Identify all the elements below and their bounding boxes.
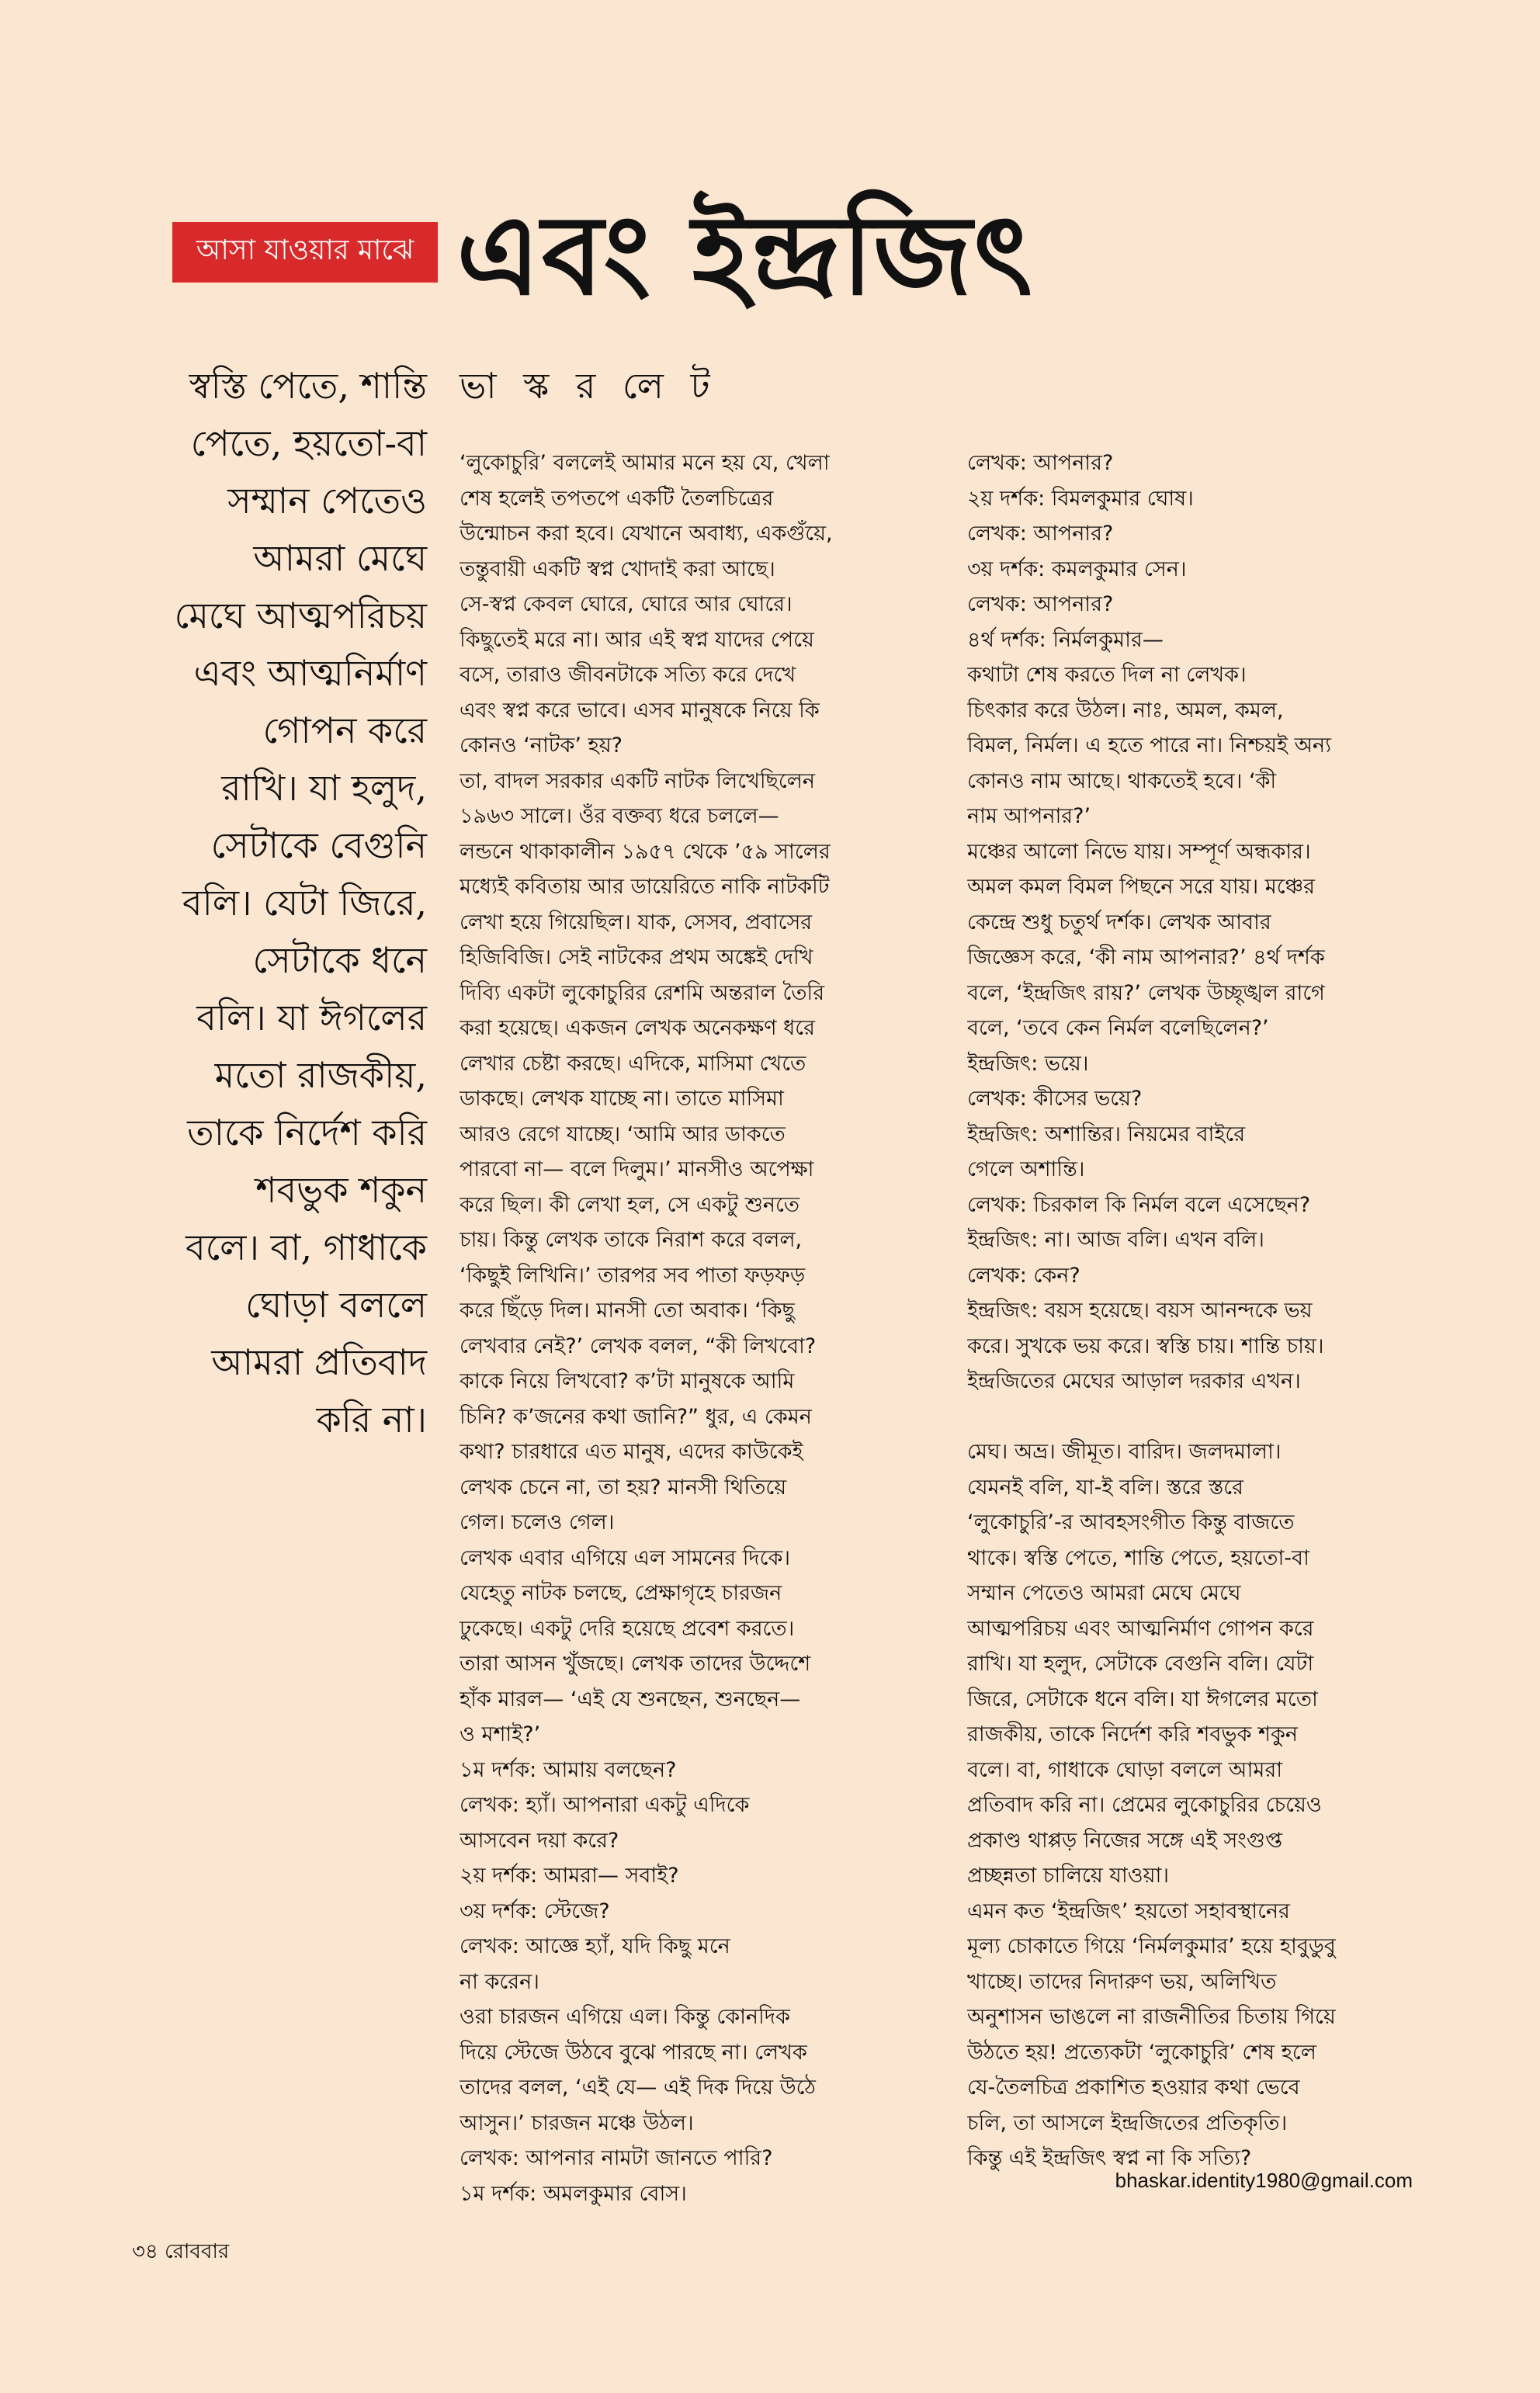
body-text-line: জিজ্ঞেস করে, ‘কী নাম আপনার?’ ৪র্থ দর্শক — [967, 945, 1325, 969]
body-text-line: পারবো না— বলে দিলুম।’ মানসীও অপেক্ষা — [460, 1157, 814, 1181]
pull-quote-line: বলি। যা ঈগলের — [196, 997, 427, 1039]
body-text-line: যেমনই বলি, যা-ই বলি। স্তরে স্তরে — [967, 1475, 1243, 1500]
body-text-line: কোনও ‘নাটক’ হয়? — [460, 734, 623, 758]
body-text-line: ইন্দ্রজিৎ: অশান্তির। নিয়মের বাইরে — [967, 1122, 1246, 1146]
body-text-line: করে। সুখকে ভয় করে। স্বস্তি চায়। শান্তি চায়। — [967, 1333, 1324, 1358]
body-text-line: লেখক: হ্যাঁ। আপনারা একটু এদিকে — [460, 1793, 750, 1817]
body-text-line: করে ছিঁড়ে দিল। মানসী তো অবাক। ‘কিছু — [460, 1299, 795, 1323]
body-text-line: প্রতিবাদ করি না। প্রেমের লুকোচুরির চেয়েও — [967, 1793, 1322, 1817]
body-text-line: লেখক: আপনার? — [967, 522, 1114, 546]
body-text-line: যেহেতু নাটক চলছে, প্রেক্ষাগৃহে চারজন — [460, 1581, 782, 1605]
body-text-line: কেন্দ্রে শুধু চতুর্থ দর্শক। লেখক আবার — [967, 910, 1271, 935]
body-text-line: ঢুকেছে। একটু দেরি হয়েছে প্রবেশ করতে। — [460, 1616, 795, 1641]
section-badge: আসা যাওয়ার মাঝে — [172, 222, 438, 283]
body-text-line: আরও রেগে যাচ্ছে। ‘আমি আর ডাকতে — [460, 1122, 786, 1146]
body-text-line: থাকে। স্বস্তি পেতে, শান্তি পেতে, হয়তো-বা — [967, 1545, 1309, 1570]
body-text-line: জিরে, সেটাকে ধনে বলি। যা ঈগলের মতো — [967, 1687, 1318, 1712]
body-text-line: শেষ হলেই তপতপে একটি তৈলচিত্রের — [460, 486, 774, 511]
page-folio: ৩৪ রোববার — [132, 2240, 230, 2263]
body-text-line: ২য় দর্শক: বিমলকুমার ঘোষ। — [967, 486, 1194, 511]
body-text-line: বলে। বা, গাধাকে ঘোড়া বললে আমরা — [967, 1757, 1283, 1782]
body-text-line: অমল কমল বিমল পিছনে সরে যায়। মঞ্চের — [967, 875, 1315, 899]
body-text-line — [967, 1399, 1425, 1435]
body-text-line: ১ম দর্শক: আমায় বলছেন? — [460, 1757, 677, 1782]
pull-quote-line: মেঘে আত্মপরিচয় — [174, 595, 427, 636]
body-text-line: নাম আপনার?’ — [967, 804, 1091, 828]
body-text-line: আসুন।’ চারজন মঞ্চে উঠল। — [460, 2110, 694, 2135]
body-text-line: দিয়ে স্টেজে উঠবে বুঝে পারছে না। লেখক — [460, 2040, 807, 2065]
body-text-line: মঞ্চের আলো নিভে যায়। সম্পূর্ণ অন্ধকার। — [967, 839, 1311, 864]
body-text-line: লেখক এবার এগিয়ে এল সামনের দিকে। — [460, 1545, 791, 1570]
body-text-line: আত্মপরিচয় এবং আত্মনির্মাণ গোপন করে — [967, 1616, 1314, 1641]
pull-quote-line: তাকে নির্দেশ করি — [187, 1112, 427, 1153]
body-text-line: উঠতে হয়! প্রত্যেকটা ‘লুকোচুরি’ শেষ হলে — [967, 2040, 1316, 2065]
body-text-line: তারা আসন খুঁজছে। লেখক তাদের উদ্দেশে — [460, 1652, 811, 1676]
body-text-line: ৩য় দর্শক: কমলকুমার সেন। — [967, 557, 1187, 581]
body-text-line: না করেন। — [460, 1969, 539, 1994]
body-text-line: লেখক: আপনার নামটা জানতে পারি? — [460, 2146, 773, 2170]
body-text-line: লন্ডনে থাকাকালীন ১৯৫৭ থেকে ’৫৯ সালের — [460, 839, 831, 864]
body-text-line: রাখি। যা হলুদ, সেটাকে বেগুনি বলি। যেটা — [967, 1652, 1314, 1676]
body-text-line: লেখক: কীসের ভয়ে? — [967, 1087, 1143, 1111]
body-text-line: সে-স্বপ্ন কেবল ঘোরে, ঘোরে আর ঘোরে। — [460, 592, 793, 616]
body-text-line: কথা? চারধারে এত মানুষ, এদের কাউকেই — [460, 1440, 803, 1464]
body-text-line: ইন্দ্রজিতের মেঘের আড়াল দরকার এখন। — [967, 1369, 1301, 1393]
body-text-line: লেখা হয়ে গিয়েছিল। যাক, সেসব, প্রবাসের — [460, 910, 813, 935]
body-text-line: করা হয়েছে। একজন লেখক অনেকক্ষণ ধরে — [460, 1016, 815, 1040]
body-text-line: ৪র্থ দর্শক: নির্মলকুমার— — [967, 627, 1164, 652]
body-text-line: করে ছিল। কী লেখা হল, সে একটু শুনতে — [460, 1192, 800, 1217]
body-text-line: বসে, তারাও জীবনটাকে সত্যি করে দেখে — [460, 663, 796, 687]
body-text-line: যে-তৈলচিত্র প্রকাশিত হওয়ার কথা ভেবে — [967, 2076, 1300, 2100]
body-text-line: ২য় দর্শক: আমরা— সবাই? — [460, 1864, 679, 1888]
body-text-line: ওরা চারজন এগিয়ে এল। কিন্তু কোনদিক — [460, 2005, 790, 2029]
article-column-2 — [967, 446, 1425, 2207]
body-text-line: ১ম দর্শক: অমলকুমার বোস। — [460, 2181, 687, 2206]
body-text-line: লেখক: আজ্ঞে হ্যাঁ, যদি কিছু মনে — [460, 1934, 730, 1958]
body-text-line: এমন কত ‘ইন্দ্রজিৎ’ হয়তো সহাবস্থানের — [967, 1899, 1290, 1923]
body-text-line: তন্তুবায়ী একটি স্বপ্ন খোদাই করা আছে। — [460, 557, 775, 581]
body-text-line: গেলে অশান্তি। — [967, 1157, 1085, 1181]
body-text-line: বিমল, নির্মল। এ হতে পারে না। নিশ্চয়ই অন্য — [967, 734, 1331, 758]
body-text-line: তাদের বলল, ‘এই যে— এই দিক দিয়ে উঠে — [460, 2076, 816, 2100]
body-text-line: ‘কিছুই লিখিনি।’ তারপর সব পাতা ফড়ফড় — [460, 1263, 806, 1288]
pull-quote-line: শবভুক শকুন — [255, 1169, 427, 1211]
article-title: এবং ইন্দ্রজিৎ — [456, 192, 1034, 320]
body-text-line: কিছুতেই মরে না। আর এই স্বপ্ন যাদের পেয়ে — [460, 627, 814, 652]
body-text-line: ডাকছে। লেখক যাচ্ছে না। তাতে মাসিমা — [460, 1087, 784, 1111]
body-text-line: চায়। কিন্তু লেখক তাকে নিরাশ করে বলল, — [460, 1228, 803, 1252]
body-text-line: লেখক: চিরকাল কি নির্মল বলে এসেছেন? — [967, 1192, 1311, 1217]
body-text-line: খাচ্ছে। তাদের নিদারুণ ভয়, অলিখিত — [967, 1969, 1277, 1994]
pull-quote-line: সেটাকে বেগুনি — [210, 824, 427, 866]
article-column-1 — [460, 446, 917, 2207]
pull-quote-line: বলে। বা, গাধাকে — [186, 1226, 427, 1268]
body-text-line: কাকে নিয়ে লিখবো? ক’টা মানুষকে আমি — [460, 1369, 795, 1393]
author-email: bhaskar.identity1980@gmail.com — [1115, 2169, 1413, 2192]
body-text-line: দিব্যি একটা লুকোচুরির রেশমি অন্তরাল তৈরি — [460, 980, 825, 1005]
body-text-line: লেখক: আপনার? — [967, 451, 1114, 475]
body-text-line: আসবেন দয়া করে? — [460, 1828, 619, 1853]
body-text-line: চলি, তা আসলে ইন্দ্রজিতের প্রতিকৃতি। — [967, 2110, 1288, 2135]
body-text-line: ১৯৬৩ সালে। ওঁর বক্তব্য ধরে চললে— — [460, 804, 779, 828]
pull-quote-line: পেতে, হয়তো-বা — [190, 422, 427, 464]
body-text-line: চিৎকার করে উঠল। নাঃ, অমল, কমল, — [967, 698, 1284, 723]
body-text-line: কথাটা শেষ করতে দিল না লেখক। — [967, 663, 1247, 687]
body-text-line: রাজকীয়, তাকে নির্দেশ করি শবভুক শকুন — [967, 1722, 1298, 1746]
body-text-line: ‘লুকোচুরি’-র আবহসংগীত কিন্তু বাজতে — [967, 1510, 1295, 1535]
pull-quote-line: সেটাকে ধনে — [252, 939, 427, 981]
body-text-line: মেঘ। অভ্র। জীমূত। বারিদ। জলদমালা। — [967, 1440, 1282, 1464]
body-text-line: গেল। চলেও গেল। — [460, 1510, 615, 1535]
body-text-line: সম্মান পেতেও আমরা মেঘে মেঘে — [967, 1581, 1241, 1605]
pull-quote-line: স্বস্তি পেতে, শান্তি — [189, 365, 427, 407]
body-text-line: তা, বাদল সরকার একটি নাটক লিখেছিলেন — [460, 768, 816, 793]
body-text-line: মূল্য চোকাতে গিয়ে ‘নির্মলকুমার’ হয়ে হাবুডুবু — [967, 1934, 1336, 1958]
body-text-line: ৩য় দর্শক: স্টেজে? — [460, 1899, 610, 1923]
body-text-line: প্রকাণ্ড থাপ্পড় নিজের সঙ্গে এই সংগুপ্ত — [967, 1828, 1283, 1853]
body-text-line: মধ্যেই কবিতায় আর ডায়েরিতে নাকি নাটকটি — [460, 875, 830, 899]
pull-quote-line: গোপন করে — [262, 709, 427, 751]
body-text-line: উন্মোচন করা হবে। যেখানে অবাধ্য, একগুঁয়ে, — [460, 522, 833, 546]
pull-quote-line: আমরা মেঘে — [253, 537, 427, 579]
body-text-line: হাঁক মারল— ‘এই যে শুনছেন, শুনছেন— — [460, 1687, 801, 1712]
pull-quote-line: মতো রাজকীয়, — [214, 1054, 427, 1096]
body-text-line: লেখক: কেন? — [967, 1263, 1080, 1288]
body-text-line: হিজিবিজি। সেই নাটকের প্রথম অঙ্কেই দেখি — [460, 945, 813, 969]
body-text-line: প্রচ্ছন্নতা চালিয়ে যাওয়া। — [967, 1864, 1170, 1888]
body-text-line: বলে, ‘ইন্দ্রজিৎ রায়?’ লেখক উচ্ছৃঙ্খল রাগে — [967, 980, 1325, 1005]
pull-quote-line: সম্মান পেতেও — [227, 480, 427, 522]
pull-quote-line: রাখি। যা হলুদ, — [221, 767, 427, 809]
body-text-line: ও মশাই?’ — [460, 1722, 541, 1746]
pull-quote-line: এবং আত্মনির্মাণ — [193, 652, 427, 694]
body-text-line: এবং স্বপ্ন করে ভাবে। এসব মানুষকে নিয়ে কি — [460, 698, 820, 723]
pull-quote-line: বলি। যেটা জিরে, — [182, 882, 427, 924]
body-text-line: লেখার চেষ্টা করছে। এদিকে, মাসিমা খেতে — [460, 1051, 806, 1076]
body-text-line: ইন্দ্রজিৎ: না। আজ বলি। এখন বলি। — [967, 1228, 1264, 1252]
body-text-line: চিনি? ক’জনের কথা জানি?” ধুর, এ কেমন — [460, 1404, 812, 1429]
pull-quote — [116, 357, 427, 1506]
body-text-line: বলে, ‘তবে কেন নির্মল বলেছিলেন?’ — [967, 1016, 1269, 1040]
body-text-line: অনুশাসন ভাঙলে না রাজনীতির চিতায় গিয়ে — [967, 2005, 1336, 2029]
pull-quote-line: আমরা প্রতিবাদ — [211, 1341, 427, 1383]
body-text-line: কিন্তু এই ইন্দ্রজিৎ স্বপ্ন না কি সত্যি? — [967, 2146, 1252, 2170]
pull-quote-line: ঘোড়া বললে — [245, 1284, 427, 1326]
body-text-line: ইন্দ্রজিৎ: বয়স হয়েছে। বয়স আনন্দকে ভয় — [967, 1299, 1313, 1323]
body-text-line: কোনও নাম আছে। থাকতেই হবে। ‘কী — [967, 768, 1277, 793]
body-text-line: লেখক চেনে না, তা হয়? মানসী থিতিয়ে — [460, 1475, 787, 1500]
author-byline: ভা স্ক র লে ট — [460, 365, 718, 407]
body-text-line: লেখবার নেই?’ লেখক বলল, “কী লিখবো? — [460, 1333, 817, 1358]
body-text-line: ‘লুকোচুরি’ বললেই আমার মনে হয় যে, খেলা — [460, 451, 830, 475]
body-text-line: ইন্দ্রজিৎ: ভয়ে। — [967, 1051, 1089, 1076]
pull-quote-line: করি না। — [316, 1399, 427, 1441]
body-text-line: লেখক: আপনার? — [967, 592, 1114, 616]
